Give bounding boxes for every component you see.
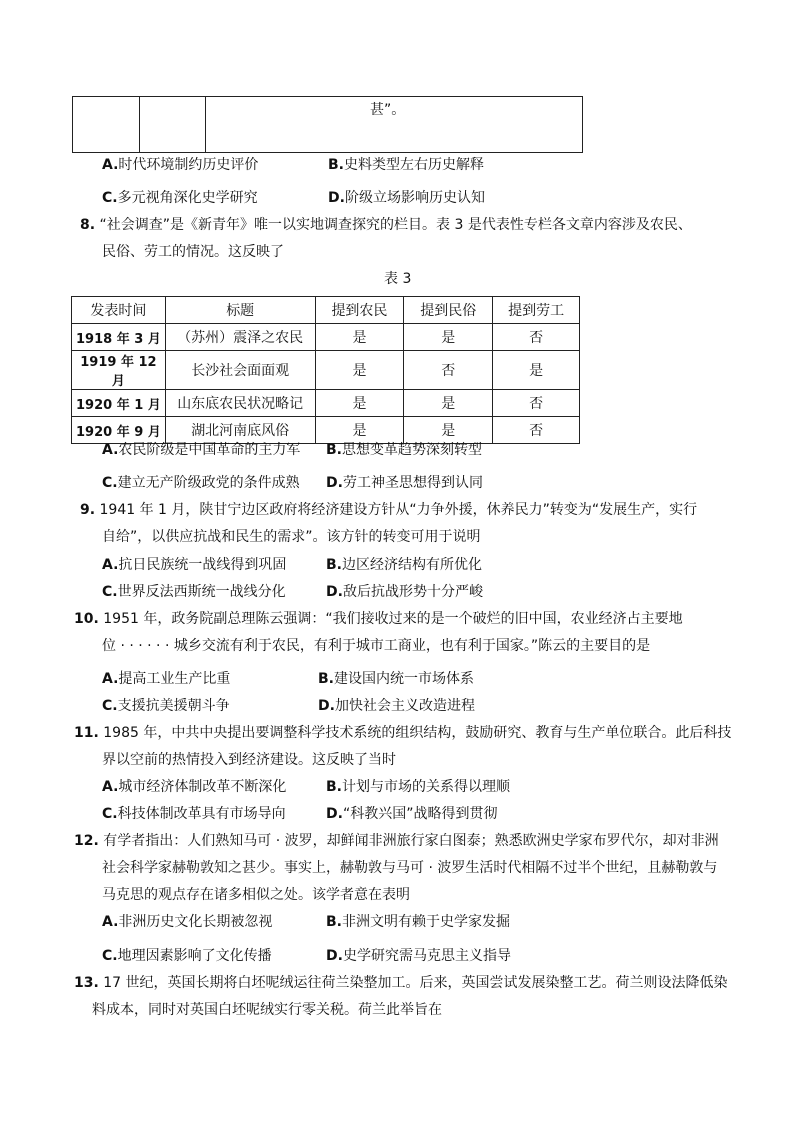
table-header-row	[72, 297, 580, 324]
q12-option-a: A.非洲历史文化长期被忽视	[102, 914, 273, 930]
option-text: 建设国内统一市场体系	[334, 671, 474, 687]
q11-option-d: D.“科教兴国”战略得到贯彻	[326, 806, 498, 822]
table-row	[72, 324, 580, 351]
q12-option-b: B.非洲文明有赖于史学家发掘	[326, 914, 510, 930]
table-row	[72, 417, 580, 444]
q8-option-a: A.农民阶级是中国革命的主力军	[102, 442, 301, 458]
q9-stem-line1	[80, 501, 697, 519]
option-text: 加快社会主义改造进程	[334, 698, 475, 714]
q12-option-d: D.史学研究需马克思主义指导	[326, 948, 511, 964]
continued-table	[72, 96, 583, 153]
option-text: 地理因素影响了文化传播	[117, 948, 272, 964]
q12-stem-line3: 马克思的观点存在诸多相似之处。该学者意在表明	[102, 887, 410, 903]
option-text: 多元视角深化史学研究	[117, 190, 258, 206]
stem-text: 1985 年，中共中央提出要调整科学技术系统的组织结构，鼓励研究、教育与生产单位联合。此后科技	[103, 725, 732, 741]
q9-option-b: B.边区经济结构有所优化	[326, 557, 482, 573]
option-text: 思想变革趋势深刻转型	[342, 442, 482, 458]
table-row	[72, 351, 580, 390]
option-text: “科教兴国”战略得到贯彻	[342, 806, 498, 822]
q9-option-c: C.世界反法西斯统一战线分化	[102, 584, 286, 600]
table-cell: 是	[404, 390, 493, 417]
table-header: 标题	[165, 297, 315, 324]
q10-option-a: A.提高工业生产比重	[102, 671, 231, 687]
table-cell: 山东底农民状况略记	[165, 390, 315, 417]
question-number: 12.	[74, 833, 99, 849]
q7-option-c: C.多元视角深化史学研究	[102, 190, 258, 206]
q8-option-d: D.劳工神圣思想得到认同	[326, 475, 483, 491]
table-cell: 湖北河南底风俗	[165, 417, 315, 444]
option-text: 史学研究需马克思主义指导	[342, 948, 511, 964]
table-cell: 否	[493, 417, 580, 444]
q10-option-c: C.支援抗美援朝斗争	[102, 698, 230, 714]
q13-stem-line2: 料成本，同时对英国白坯呢绒实行零关税。荷兰此举旨在	[92, 1002, 442, 1018]
q8-stem-line1	[80, 216, 692, 234]
question-number: 11.	[74, 725, 99, 741]
stem-text: 有学者指出：人们熟知马可 · 波罗，却鲜闻非洲旅行家白图泰；熟悉欧洲史学家布罗代尔，却对非洲	[103, 833, 719, 849]
q9-stem-line2: 自给”，以供应抗战和民生的需求”。该方针的转变可用于说明	[102, 529, 481, 545]
table-cell-text: 甚”。	[370, 102, 406, 118]
table-header: 提到民俗	[404, 297, 493, 324]
q11-stem-line2: 界以空前的热情投入到经济建设。这反映了当时	[102, 752, 396, 768]
option-text: 时代环境制约历史评价	[118, 157, 259, 173]
question-number: 9.	[80, 502, 96, 518]
option-text: 建立无产阶级政党的条件成熟	[117, 475, 300, 491]
option-text: 非洲文明有赖于史学家发掘	[342, 914, 510, 930]
option-text: 非洲历史文化长期被忽视	[118, 914, 273, 930]
table-cell: 是	[315, 324, 404, 351]
question-number: 10.	[74, 611, 99, 627]
table-cell: 是	[493, 351, 580, 390]
q8-stem-line2: 民俗、劳工的情况。这反映了	[102, 244, 284, 260]
option-text: 世界反法西斯统一战线分化	[117, 584, 286, 600]
q11-option-b: B.计划与市场的关系得以理顺	[326, 779, 510, 795]
table-cell: 1919 年 12 月	[72, 351, 166, 390]
q9-option-d: D.敌后抗战形势十分严峻	[326, 584, 483, 600]
table-cell: 长沙社会面面观	[165, 351, 315, 390]
stem-text: 1941 年 1 月，陕甘宁边区政府将经济建设方针从“力争外援，休养民力”转变为“发展生产，实行	[99, 502, 698, 518]
table-cell: 是	[315, 351, 404, 390]
table-cell: 1920 年 1 月	[72, 390, 166, 417]
q12-stem-line1	[74, 832, 719, 850]
table-cell: 是	[404, 324, 493, 351]
table-cell: 是	[315, 417, 404, 444]
option-text: 科技体制改革具有市场导向	[117, 806, 286, 822]
table-cell: （苏州）震泽之农民	[165, 324, 315, 351]
question-number: 8.	[80, 217, 96, 233]
table-row	[72, 390, 580, 417]
table-cell: 否	[404, 351, 493, 390]
table-cell: 1918 年 3 月	[72, 324, 166, 351]
option-text: 劳工神圣思想得到认同	[342, 475, 483, 491]
q7-option-d: D.阶级立场影响历史认知	[328, 190, 485, 206]
q9-option-a: A.抗日民族统一战线得到巩固	[102, 557, 287, 573]
q10-option-b: B.建设国内统一市场体系	[318, 671, 474, 687]
q13-stem-line1	[74, 974, 728, 992]
q8-option-b: B.思想变革趋势深刻转型	[326, 442, 482, 458]
option-text: 农民阶级是中国革命的主力军	[118, 442, 301, 458]
table-cell: 否	[493, 324, 580, 351]
option-text: 阶级立场影响历史认知	[344, 190, 485, 206]
q10-option-d: D.加快社会主义改造进程	[318, 698, 475, 714]
q7-option-a: A.时代环境制约历史评价	[102, 157, 259, 173]
table-header: 发表时间	[72, 297, 166, 324]
q8-option-c: C.建立无产阶级政党的条件成熟	[102, 475, 300, 491]
table-caption: 表 3	[384, 271, 412, 287]
q11-option-a: A.城市经济体制改革不断深化	[102, 779, 287, 795]
table-header: 提到劳工	[493, 297, 580, 324]
table-divider	[139, 97, 140, 152]
stem-text: “社会调查”是《新青年》唯一以实地调查探究的栏目。表 3 是代表性专栏各文章内容涉及农民、	[99, 217, 692, 233]
table-3	[71, 296, 580, 444]
stem-text: 1951 年，政务院副总理陈云强调：“我们接收过来的是一个破烂的旧中国，农业经济占主要地	[103, 611, 683, 627]
q10-stem-line1	[74, 610, 683, 628]
q10-stem-line2: 位 · · · · · · 城乡交流有利于农民，有利于城市工商业，也有利于国家。”陈云的主要目的是	[102, 638, 651, 654]
table-cell: 否	[493, 390, 580, 417]
option-text: 城市经济体制改革不断深化	[118, 779, 287, 795]
option-text: 敌后抗战形势十分严峻	[342, 584, 483, 600]
q11-stem-line1	[74, 724, 731, 742]
option-text: 史料类型左右历史解释	[344, 157, 484, 173]
q11-option-c: C.科技体制改革具有市场导向	[102, 806, 286, 822]
table-cell: 1920 年 9 月	[72, 417, 166, 444]
question-number: 13.	[74, 975, 99, 991]
option-text: 支援抗美援朝斗争	[117, 698, 230, 714]
option-text: 提高工业生产比重	[118, 671, 231, 687]
stem-text: 17 世纪，英国长期将白坯呢绒运往荷兰染整加工。后来，英国尝试发展染整工艺。荷兰则设法降低染	[103, 975, 728, 991]
option-text: 边区经济结构有所优化	[342, 557, 482, 573]
q7-option-b: B.史料类型左右历史解释	[328, 157, 484, 173]
table-divider	[205, 97, 206, 152]
table-cell: 是	[315, 390, 404, 417]
option-text: 计划与市场的关系得以理顺	[342, 779, 510, 795]
table-header: 提到农民	[315, 297, 404, 324]
q12-stem-line2: 社会科学家赫勒敦知之甚少。事实上，赫勒敦与马可 · 波罗生活时代相隔不过半个世纪，且赫勒敦与	[102, 860, 718, 876]
option-text: 抗日民族统一战线得到巩固	[118, 557, 287, 573]
q12-option-c: C.地理因素影响了文化传播	[102, 948, 272, 964]
table-cell: 是	[404, 417, 493, 444]
